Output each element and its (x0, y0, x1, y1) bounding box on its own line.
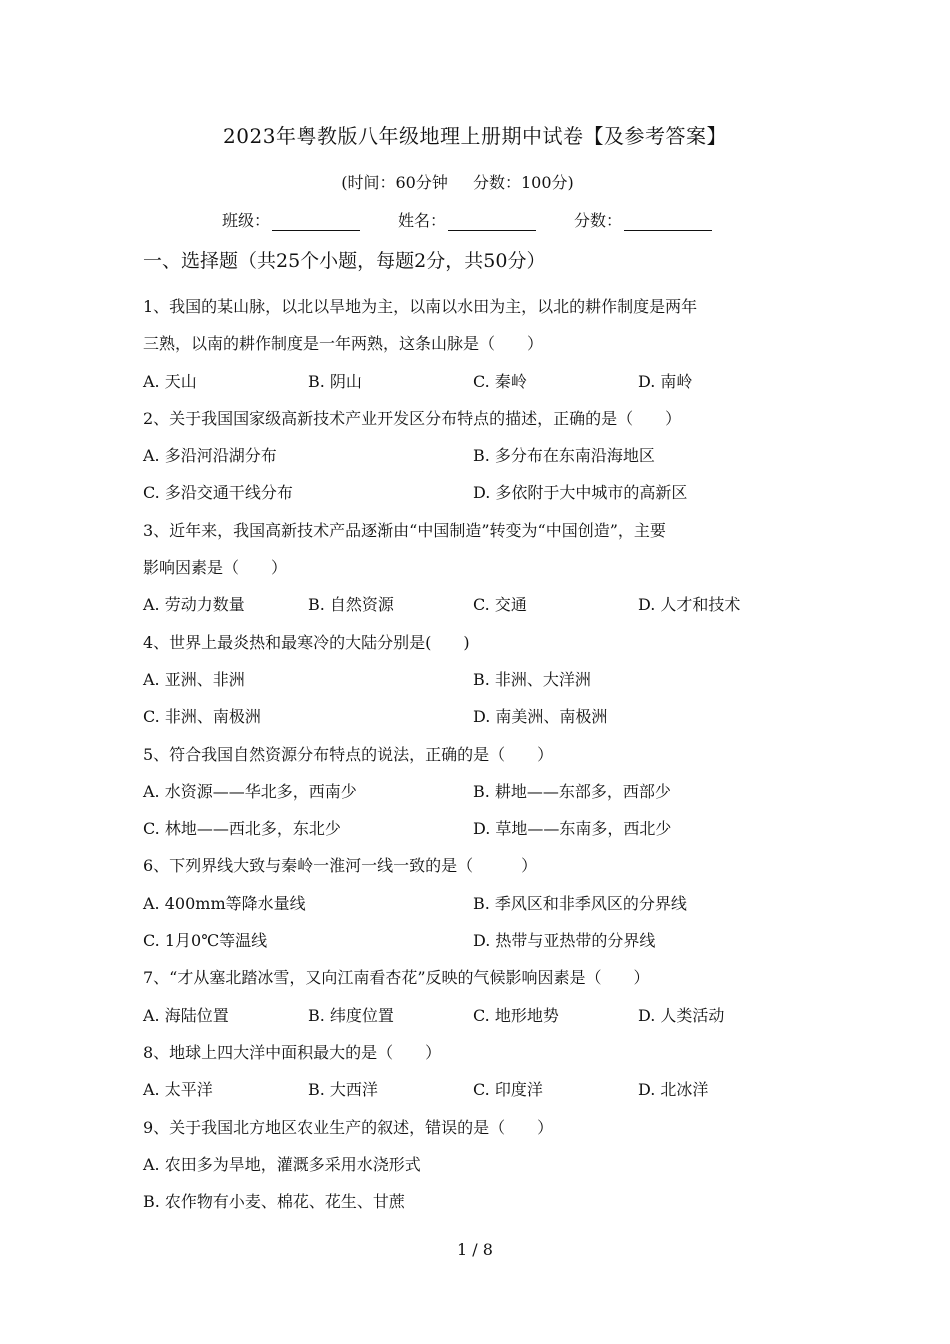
option-c: C. 1月0℃等温线 (143, 931, 268, 951)
option-d: D. 南岭 (638, 371, 693, 391)
option-b: B. 非洲、大洋洲 (473, 669, 591, 689)
class-label: 班级： (222, 211, 271, 230)
option-a: A. 多沿河沿湖分布 (143, 446, 277, 466)
option-a: A. 400mm等降水量线 (143, 893, 306, 913)
page-title: 2023年粤教版八年级地理上册期中试卷【及参考答案】 (223, 124, 727, 148)
question-6-stem: 6、下列界线大致与秦岭一淮河一线一致的是（ ） (143, 856, 538, 876)
question-list (143, 288, 823, 1220)
name-blank[interactable] (448, 210, 536, 231)
option-c: C. 多沿交通干线分布 (143, 483, 293, 503)
name-field (398, 208, 536, 231)
option-d: D. 多依附于大中城市的高新区 (473, 483, 688, 503)
option-c: C. 印度洋 (473, 1080, 543, 1100)
question-4-stem: 4、世界上最炎热和最寒冷的大陆分别是( ) (143, 632, 470, 652)
question-6-options-row2 (143, 922, 823, 959)
question-9-option-a: A. 农田多为旱地，灌溉多采用水浇形式 (143, 1154, 421, 1174)
question-9-stem: 9、关于我国北方地区农业生产的叙述，错误的是（ ） (143, 1117, 554, 1137)
option-c: C. 交通 (473, 595, 527, 615)
option-b: B. 纬度位置 (308, 1005, 394, 1025)
option-c: C. 非洲、南极洲 (143, 707, 261, 727)
option-a: A. 水资源——华北多，西南少 (143, 781, 357, 801)
total-score-label: 分数：100分) (472, 173, 574, 192)
option-d: D. 南美洲、南极洲 (473, 707, 608, 727)
name-label: 姓名： (398, 211, 447, 230)
question-2-options-row1 (143, 437, 823, 474)
class-blank[interactable] (272, 210, 360, 231)
option-d: D. 北冰洋 (638, 1080, 709, 1100)
option-b: B. 季风区和非季风区的分界线 (473, 893, 687, 913)
question-4-options-row1 (143, 661, 823, 698)
question-1-stem-cont: 三熟，以南的耕作制度是一年两熟，这条山脉是（ ） (143, 334, 544, 354)
question-1-stem: 1、我国的某山脉，以北以旱地为主，以南以水田为主，以北的耕作制度是两年 (143, 297, 698, 316)
option-a: A. 劳动力数量 (143, 595, 245, 615)
option-a: A. 亚洲、非洲 (143, 669, 245, 689)
option-d: D. 草地——东南多，西北少 (473, 819, 672, 839)
question-5-stem: 5、符合我国自然资源分布特点的说法，正确的是（ ） (143, 744, 554, 764)
question-6-options-row1 (143, 885, 823, 922)
question-9-option-b: B. 农作物有小麦、棉花、花生、甘蔗 (143, 1192, 405, 1212)
question-2-options-row2 (143, 474, 823, 511)
question-7-options (143, 997, 823, 1034)
question-5-options-row1 (143, 773, 823, 810)
option-c: C. 秦岭 (473, 371, 527, 391)
score-blank[interactable] (624, 210, 712, 231)
time-label: (时间：60分钟 (341, 173, 448, 192)
question-8-stem: 8、地球上四大洋中面积最大的是（ ） (143, 1042, 442, 1062)
option-a: A. 天山 (143, 371, 197, 391)
question-3-options (143, 586, 823, 623)
question-5-options-row2 (143, 810, 823, 847)
question-3-stem: 3、近年来，我国高新技术产品逐渐由“中国制造”转变为“中国创造”，主要 (143, 520, 666, 540)
question-2-stem: 2、关于我国国家级高新技术产业开发区分布特点的描述，正确的是（ ） (143, 408, 682, 428)
question-8-options (143, 1071, 823, 1108)
question-1-options (143, 363, 823, 400)
option-b: B. 阴山 (308, 371, 362, 391)
option-b: B. 多分布在东南沿海地区 (473, 446, 655, 466)
class-field (222, 208, 360, 231)
option-b: B. 耕地——东部多，西部少 (473, 781, 671, 801)
option-b: B. 自然资源 (308, 595, 394, 615)
option-d: D. 热带与亚热带的分界线 (473, 931, 656, 951)
option-c: C. 地形地势 (473, 1005, 559, 1025)
section-heading: 一、选择题（共25个小题，每题2分，共50分） (143, 250, 546, 272)
question-4-options-row2 (143, 698, 823, 735)
option-d: D. 人类活动 (638, 1005, 725, 1025)
question-7-stem: 7、“才从塞北踏冰雪，又向江南看杏花”反映的气候影响因素是（ ） (143, 968, 650, 988)
exam-meta (0, 170, 915, 193)
question-3-stem-cont: 影响因素是（ ） (143, 558, 288, 578)
option-a: A. 太平洋 (143, 1080, 213, 1100)
student-info (222, 208, 750, 231)
option-a: A. 海陆位置 (143, 1005, 229, 1025)
option-c: C. 林地——西北多，东北少 (143, 819, 341, 839)
page-number: 1 / 8 (457, 1240, 493, 1259)
score-field (574, 208, 712, 231)
option-b: B. 大西洋 (308, 1080, 378, 1100)
score-label: 分数： (574, 211, 623, 230)
option-d: D. 人才和技术 (638, 595, 741, 615)
